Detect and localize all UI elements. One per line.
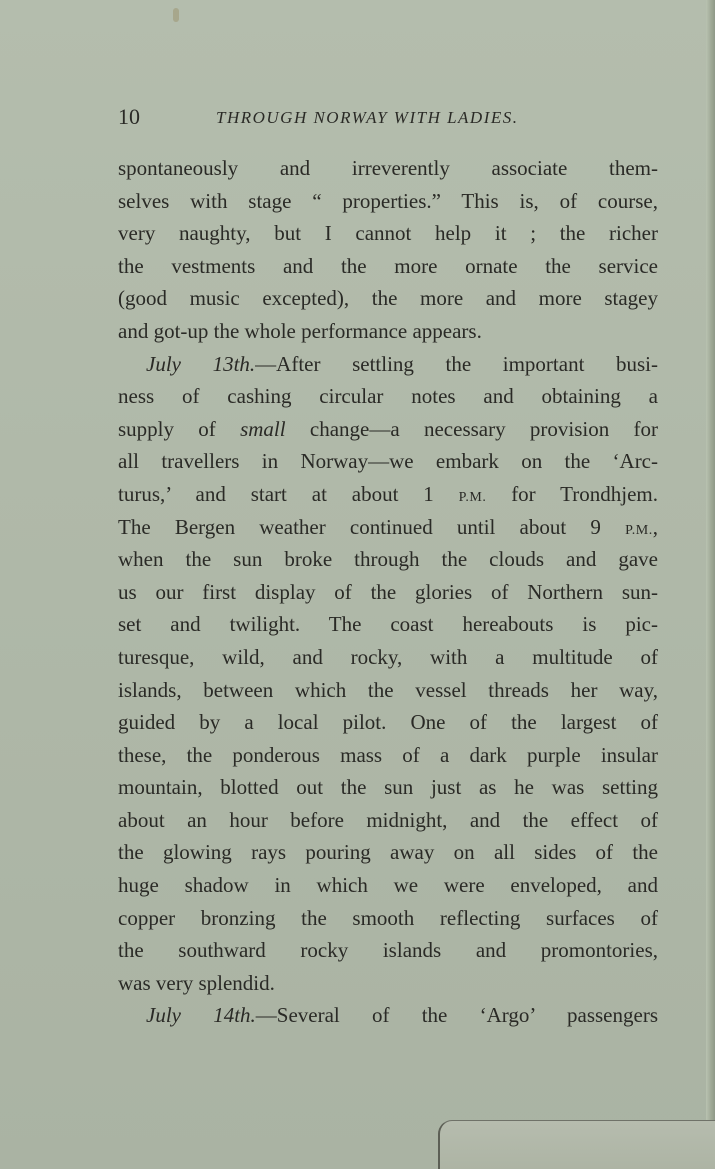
entry-date: July 14th. [146,1003,256,1028]
page-edge-shadow [706,0,715,1169]
text-span: The Bergen weather continued until about 9 [118,514,626,539]
text-line [118,348,658,381]
text-line [118,511,658,544]
page-header [118,104,568,134]
text-line: very naughty, but I cannot help it ; the richer [118,221,658,246]
emphasis-text: small [240,416,286,441]
running-head: THROUGH NORWAY WITH LADIES. [216,108,519,127]
text-line: and got-up the whole performance appears. [118,318,482,343]
text-span: , [652,514,658,539]
text-line: set and twilight. The coast hereabouts is pic- [118,612,658,637]
text-line: ness of cashing circular notes and obtaining a [118,384,658,409]
text-line: all travellers in Norway—we embark on the ‘Arc- [118,449,658,474]
time-abbrev: P.M. [458,489,487,505]
text-line: (good music excepted), the more and more stagey [118,286,658,311]
text-line: islands, between which the vessel threads her way, [118,677,658,702]
text-line: mountain, blotted out the sun just as he was setting [118,775,658,800]
text-line: when the sun broke through the clouds and gave [118,547,658,572]
text-span: —After settling the important busi- [255,351,658,376]
text-line: was very splendid. [118,970,275,995]
text-line: about an hour before midnight, and the effect of [118,807,658,832]
text-line: the vestments and the more ornate the service [118,253,658,278]
text-line: turesque, wild, and rocky, with a multitude of [118,644,658,669]
paper-slip [438,1120,715,1169]
entry-date: July 13th. [146,351,256,376]
time-abbrev: P.M. [625,522,653,538]
text-line [118,413,658,446]
page-number: 10 [118,104,140,129]
text-span: change—a necessary provision for [285,416,658,441]
text-span: turus,’ and start at about 1 [118,481,459,506]
text-span: for Trondhjem. [486,481,658,506]
text-line: the southward rocky islands and promontories, [118,938,658,963]
body-text [118,152,658,1032]
text-line: copper bronzing the smooth reflecting surfaces of [118,905,658,930]
text-span: —Several of the ‘Argo’ passengers [255,1003,658,1028]
text-line: these, the ponderous mass of a dark purple insular [118,742,658,767]
text-line: us our first display of the glories of Northern sun- [118,579,658,604]
text-line: spontaneously and irreverently associate them- [118,156,658,180]
text-line [118,999,658,1032]
text-line: the glowing rays pouring away on all sides of the [118,840,658,865]
paper-stain [173,8,179,22]
text-line: selves with stage “ properties.” This is, of course, [118,188,658,213]
text-line [118,478,658,511]
text-span: supply of [118,416,241,441]
text-line: huge shadow in which we were enveloped, and [118,873,658,898]
text-line: guided by a local pilot. One of the largest of [118,710,658,735]
